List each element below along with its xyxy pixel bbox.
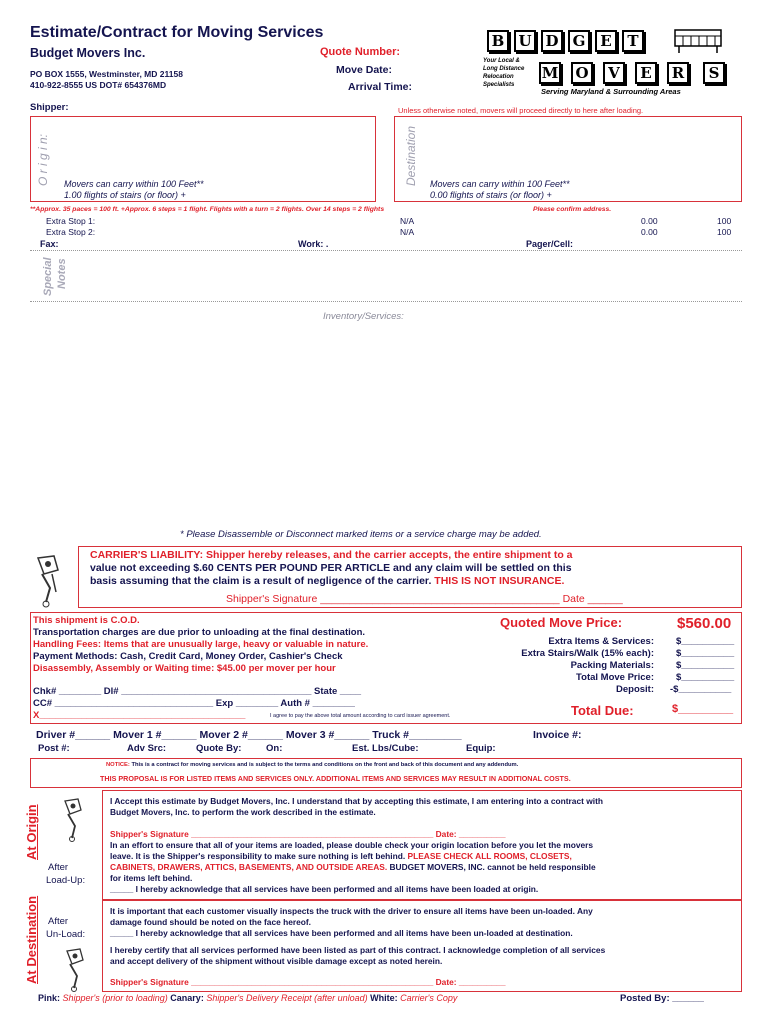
inventory-label: Inventory/Services:	[323, 311, 404, 322]
pink-text: Shipper's (prior to loading)	[62, 993, 168, 1003]
posted-by[interactable]: Posted By: ______	[620, 993, 704, 1004]
extra-items-value[interactable]: $__________	[676, 636, 735, 647]
card-agree-note: I agree to pay the above total amount according to card issuer agreement.	[270, 713, 451, 719]
logo-tagline: Relocation	[483, 74, 514, 80]
confirm-address-note: Please confirm address.	[533, 206, 612, 213]
origin-carry: Movers can carry within 100 Feet**	[64, 179, 204, 189]
logo-letter: M	[539, 62, 561, 84]
notes-bottom-line	[30, 301, 742, 302]
after-unload-2: Un-Load:	[46, 929, 86, 940]
inventory-area[interactable]	[30, 324, 742, 522]
pager-label: Pager/Cell:	[526, 239, 574, 249]
on-label: On:	[266, 743, 283, 754]
payment-methods: Payment Methods: Cash, Credit Card, Money Order, Cashier's Check	[33, 651, 343, 662]
logo-letter: E	[635, 62, 657, 84]
logo-tagline: Specialists	[483, 82, 515, 88]
mover-dolly-icon	[32, 552, 68, 608]
post-label: Post #:	[38, 743, 70, 754]
logo-letter: U	[514, 30, 536, 52]
transport-note: Transportation charges are due prior to unloading at the final destination.	[33, 627, 366, 638]
card-signature-line[interactable]: X_______________________________________	[33, 710, 246, 721]
total-move-label: Total Move Price:	[576, 672, 654, 683]
extra-stop-2-label: Extra Stop 2:	[46, 227, 96, 237]
extra-stop-2-pct: 100	[717, 227, 732, 237]
extra-stop-1-amount: 0.00	[641, 216, 658, 226]
logo-letter: V	[603, 62, 625, 84]
equip-label: Equip:	[466, 743, 496, 754]
quoted-price-value: $560.00	[677, 615, 732, 632]
special-notes-field[interactable]	[76, 252, 740, 300]
extra-stairs-value[interactable]: $__________	[676, 648, 735, 659]
mover-dolly-icon	[60, 796, 90, 842]
notice-text: This is a contract for moving services and is subject to the terms and conditions on the front and back of this document and any addendum.	[131, 762, 519, 768]
quoted-price-label: Quoted Move Price:	[500, 615, 623, 630]
origin-accept-2: Budget Movers, Inc. to perform the work described in the estimate.	[110, 807, 376, 817]
origin-ensure-4: for items left behind.	[110, 873, 193, 883]
destination-label: Destination	[404, 125, 418, 186]
origin-ensure-2	[110, 851, 572, 861]
origin-signature-line[interactable]: Shipper's Signature ____________________________________________________ Date: __________	[110, 829, 506, 839]
paces-note: **Approx. 35 paces = 100 ft. +Approx. 6 steps = 1 flight. Flights with a turn = 2 flights. Over 14 steps = 2 flights	[30, 206, 385, 213]
liability-signature-line[interactable]: Shipper's Signature _________________________________________ Date ______	[226, 593, 623, 605]
logo-letter: R	[667, 62, 689, 84]
logo-tagline: Long Distance	[483, 66, 525, 72]
at-origin-label: At Origin	[24, 804, 39, 860]
origin-ensure-3	[110, 862, 596, 872]
special-notes-label: Notes	[56, 258, 68, 289]
destination-stairs: 0.00 flights of stairs (or floor) +	[430, 190, 552, 200]
canary-text: Shipper's Delivery Receipt (after unload)	[206, 993, 368, 1003]
destination-carry: Movers can carry within 100 Feet**	[430, 179, 570, 189]
extra-stairs-label: Extra Stairs/Walk (15% each):	[521, 648, 654, 659]
notes-top-line	[30, 250, 742, 251]
destination-inspect-1: It is important that each customer visually inspects the truck with the driver to ensure all items have been un-loaded. Any	[110, 906, 593, 916]
packing-label: Packing Materials:	[570, 660, 654, 671]
move-date-label: Move Date:	[336, 64, 393, 76]
origin-label: O r i g i n:	[36, 133, 50, 186]
extra-stop-1-pct: 100	[717, 216, 732, 226]
packing-value[interactable]: $__________	[676, 660, 735, 671]
extra-stop-1-value: N/A	[400, 216, 415, 226]
quote-by-label: Quote By:	[196, 743, 242, 754]
arrival-time-label: Arrival Time:	[348, 81, 412, 93]
origin-check-rooms: PLEASE CHECK ALL ROOMS, CLOSETS,	[407, 851, 572, 861]
destination-signature-line[interactable]: Shipper's Signature ____________________________________________________ Date: __________	[110, 977, 506, 987]
after-load-up-1: After	[48, 862, 69, 873]
origin-ensure-text: BUDGET MOVERS, INC. cannot be held responsible	[387, 862, 596, 872]
origin-acknowledge[interactable]: _____ I hereby acknowledge that all services have been performed and all items have been loaded at origin.	[110, 884, 539, 894]
total-due-label: Total Due:	[571, 703, 634, 718]
white-label: White:	[367, 993, 401, 1003]
liability-text: basis assuming that the claim is a result of negligence of the carrier.	[90, 575, 435, 587]
cod-note: This shipment is C.O.D.	[33, 615, 140, 626]
logo-tagline: Your Local &	[483, 58, 520, 64]
extra-stop-2-amount: 0.00	[641, 227, 658, 237]
logo-letter: G	[568, 30, 590, 52]
after-load-up-2: Load-Up:	[46, 875, 86, 886]
liability-text: CARRIER'S LIABILITY: Shipper hereby releases, and the carrier accepts, the entire shipment to a	[90, 549, 573, 561]
fax-label: Fax:	[40, 239, 59, 249]
disassembly-fee: Disassembly, Assembly or Waiting time: $45.00 per mover per hour	[33, 663, 336, 674]
deposit-label: Deposit:	[616, 684, 654, 695]
origin-stairs: 1.00 flights of stairs (or floor) +	[64, 190, 186, 200]
piano-icon	[671, 26, 731, 54]
shipper-label: Shipper:	[30, 102, 69, 113]
notice-label: NOTICE:	[106, 762, 132, 768]
destination-certify-2: and accept delivery of the shipment without visible damage except as noted herein.	[110, 956, 443, 966]
destination-inspect-2: damage found should be noted on the face hereof.	[110, 917, 312, 927]
est-lbs-label: Est. Lbs/Cube:	[352, 743, 419, 754]
special-notes-label: Special	[42, 257, 54, 296]
destination-certify-1: I hereby certify that all services performed have been listed as part of this contract. I acknowledge completion of all services	[110, 945, 606, 955]
logo-serving: Serving Maryland & Surrounding Areas	[541, 87, 681, 96]
invoice-label: Invoice #:	[533, 729, 582, 741]
quote-number-label: Quote Number:	[320, 46, 401, 58]
liability-line-2: value not exceeding $.60 CENTS PER POUND PER ARTICLE and any claim will be settled on this	[90, 562, 572, 574]
adv-src-label: Adv Src:	[127, 743, 167, 754]
origin-ensure-1: In an effort to ensure that all of your items are loaded, please double check your origin location before you let the movers	[110, 840, 594, 850]
at-destination-label: At Destination	[24, 895, 39, 984]
notice-line-2: THIS PROPOSAL IS FOR LISTED ITEMS AND SERVICES ONLY. ADDITIONAL ITEMS AND SERVICES MAY RESULT IN ADDITIONAL COSTS.	[100, 774, 571, 783]
logo-letter: O	[571, 62, 593, 84]
crew-line[interactable]: Driver #______ Mover 1 #______ Mover 2 #______ Mover 3 #______ Truck #_________	[36, 729, 462, 741]
total-due-value[interactable]: $_________	[672, 703, 734, 715]
not-insurance: THIS IS NOT INSURANCE.	[434, 575, 565, 587]
total-move-value[interactable]: $__________	[676, 672, 735, 683]
credit-card-line[interactable]: CC# ______________________________ Exp ________ Auth # ________	[33, 698, 355, 709]
destination-acknowledge[interactable]: _____ I hereby acknowledge that all services have been performed and all items have been un-loaded at destination.	[110, 928, 573, 938]
company-name: Budget Movers Inc.	[30, 46, 146, 60]
notice-line-1	[106, 762, 518, 768]
handling-note: Handling Fees: Items that are unusually large, heavy or valuable in nature.	[33, 639, 369, 650]
budget-movers-logo	[475, 24, 745, 102]
after-unload-1: After	[48, 916, 69, 927]
liability-line-3	[90, 575, 564, 587]
origin-ensure-text: leave. It is the Shipper's responsibility to make sure nothing is left behind.	[110, 851, 408, 861]
extra-stop-2-value: N/A	[400, 227, 415, 237]
origin-check-areas: CABINETS, DRAWERS, ATTICS, BASEMENTS, AND OUTSIDE AREAS.	[110, 862, 388, 872]
form-title: Estimate/Contract for Moving Services	[30, 24, 324, 41]
white-text: Carrier's Copy	[400, 993, 458, 1003]
company-address: PO BOX 1555, Westminster, MD 21158	[30, 69, 183, 79]
check-line[interactable]: Chk# ________ Dl# ____________________________________ State ____	[33, 686, 362, 697]
unless-note: Unless otherwise noted, movers will proceed directly to here after loading.	[398, 106, 644, 115]
logo-letter: T	[622, 30, 644, 52]
pink-label: Pink:	[38, 993, 63, 1003]
logo-letter: B	[487, 30, 509, 52]
work-label: Work: .	[298, 239, 329, 249]
extra-items-label: Extra Items & Services:	[548, 636, 654, 647]
company-phone-dot: 410-922-8555 US DOT# 654376MD	[30, 80, 167, 90]
deposit-value[interactable]: -$__________	[670, 684, 732, 695]
mover-dolly-icon	[62, 946, 92, 992]
origin-accept-1: I Accept this estimate by Budget Movers, Inc. I understand that by accepting this estimate, I am entering into a contract with	[110, 796, 603, 806]
logo-letter: S	[703, 62, 725, 84]
disassemble-note: * Please Disassemble or Disconnect marked items or a service charge may be added.	[180, 529, 542, 540]
extra-stop-1-label: Extra Stop 1:	[46, 216, 96, 226]
logo-letter: D	[541, 30, 563, 52]
liability-line-1	[90, 549, 573, 561]
footer-copies	[38, 993, 457, 1003]
logo-letter: E	[595, 30, 617, 52]
canary-label: Canary:	[167, 993, 207, 1003]
